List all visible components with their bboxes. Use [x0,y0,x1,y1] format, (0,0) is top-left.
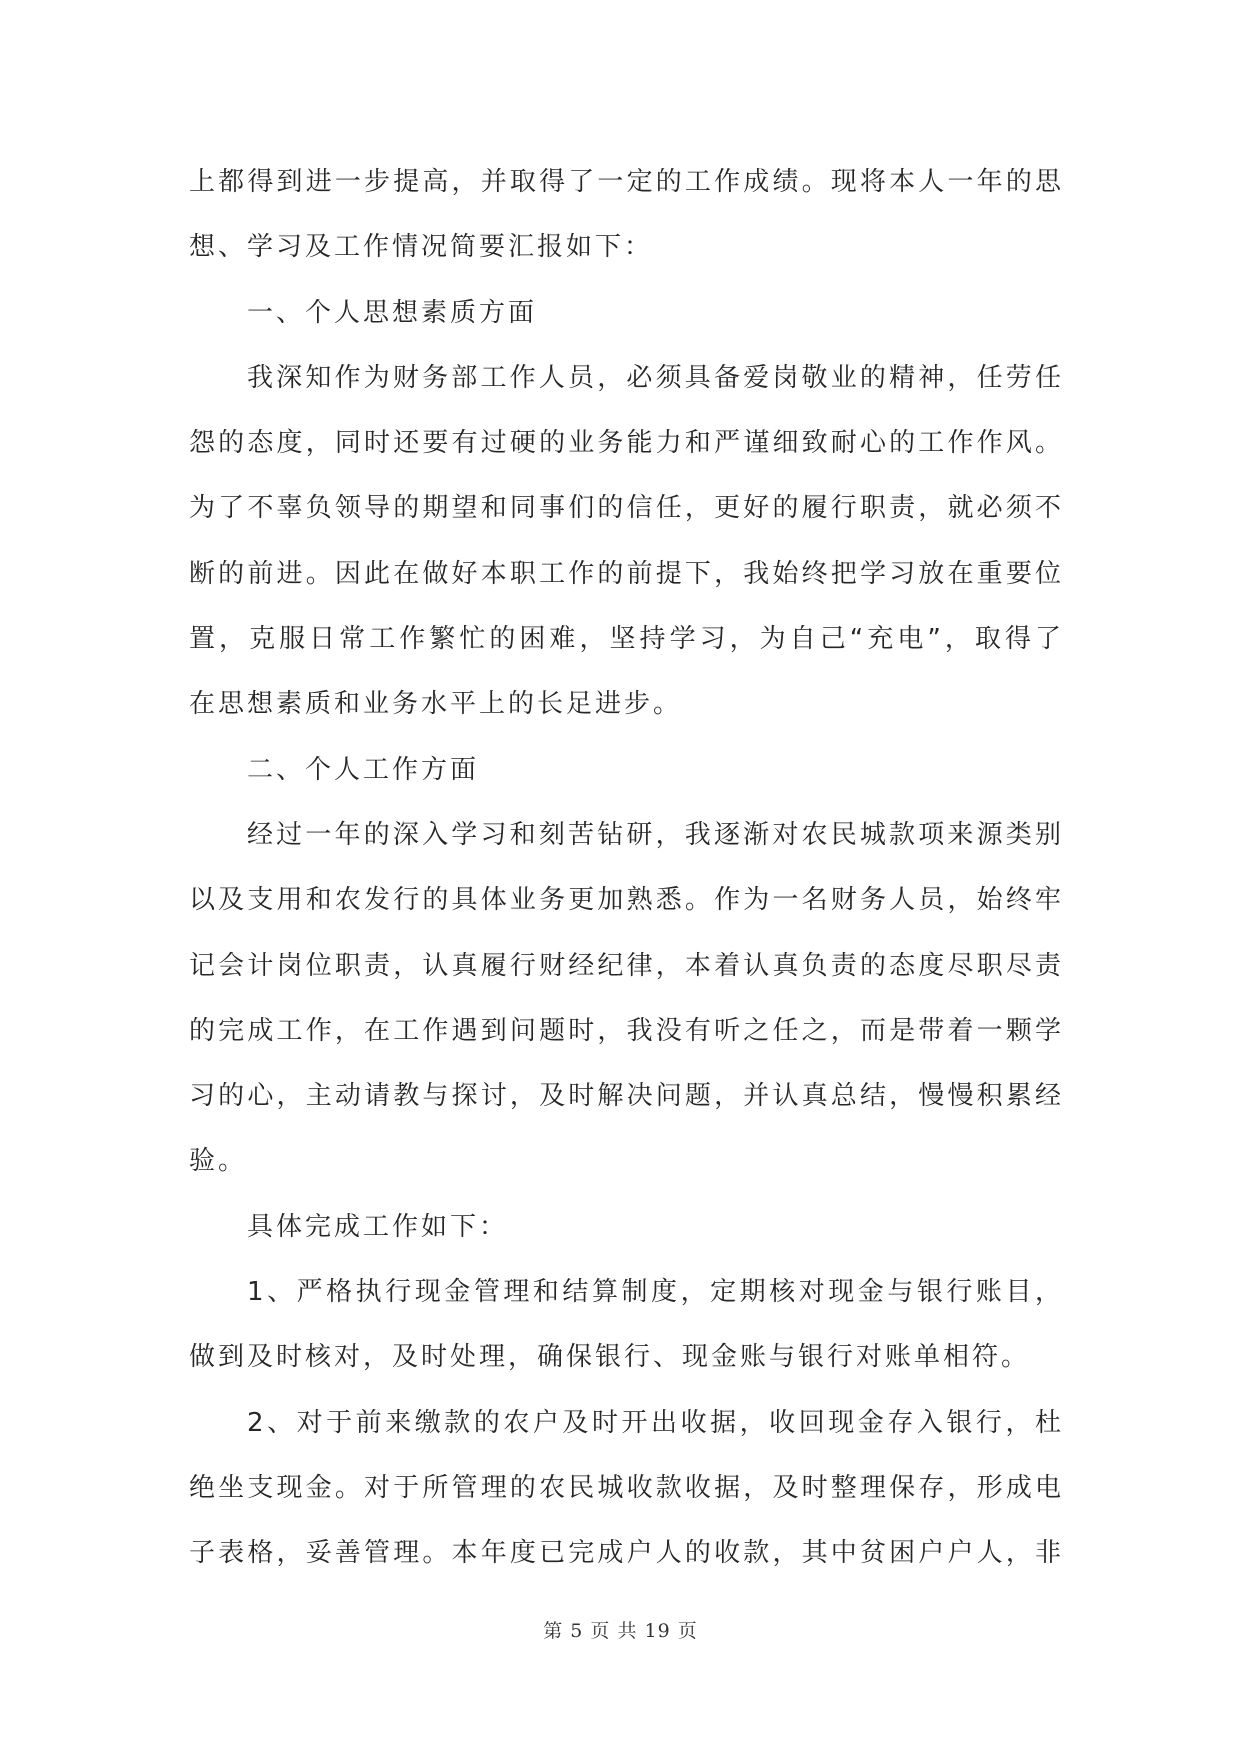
text-line: 我深知作为财务部工作人员，必须具备爱岗敬业的精神，任劳任 [247,362,1061,393]
text-line: 经过一年的深入学习和刻苦钻研，我逐渐对农民城款项来源类别 [247,819,1061,850]
heading-text: 二、个人工作方面 [247,754,480,785]
list-item-2 [189,1391,1061,1587]
paragraph-continuation [189,150,1061,281]
text-line: 记会计岗位职责，认真履行财经纪律，本着认真负责的态度尽职尽责 [189,950,1061,981]
text-line: 绝坐支现金。对于所管理的农民城收款收据，及时整理保存，形成电 [189,1472,1061,1503]
text-line: 子表格，妥善管理。本年度已完成户人的收款，其中贫困户户人，非 [189,1538,1061,1569]
text-line: 具体完成工作如下： [247,1211,509,1242]
text-line: 的完成工作，在工作遇到问题时，我没有听之任之，而是带着一颗学 [189,1015,1061,1046]
text-line: 以及支用和农发行的具体业务更加熟悉。作为一名财务人员，始终牢 [189,885,1061,916]
text-line: 验。 [189,1146,248,1177]
list-item-1 [189,1260,1061,1391]
text-line: 习的心，主动请教与探讨，及时解决问题，并认真总结，慢慢积累经 [189,1081,1061,1112]
paragraph [189,346,1061,738]
text-line: 做到及时核对，及时处理，确保银行、现金账与银行对账单相符。 [189,1342,1031,1373]
text-line: 1、严格执行现金管理和结算制度，定期核对现金与银行账目， [247,1277,1061,1308]
heading-text: 一、个人思想素质方面 [247,297,538,328]
page-footer [0,1616,1241,1646]
text-line: 想、学习及工作情况简要汇报如下： [189,232,654,263]
text-line: 2、对于前来缴款的农户及时开出收据，收回现金存入银行，杜 [247,1407,1061,1438]
paragraph [189,803,1061,1195]
section-heading-2 [189,738,1061,803]
text-line: 断的前进。因此在做好本职工作的前提下，我始终把学习放在重要位 [189,558,1061,589]
text-line: 在思想素质和业务水平上的长足进步。 [189,689,683,720]
text-line: 上都得到进一步提高，并取得了一定的工作成绩。现将本人一年的思 [189,167,1061,197]
text-line: 为了不辜负领导的期望和同事们的信任，更好的履行职责，就必须不 [189,493,1061,524]
paragraph [189,1195,1061,1260]
document-body [189,150,1061,1587]
text-line: 怨的态度，同时还要有过硬的业务能力和严谨细致耐心的工作作风。 [189,428,1061,459]
page-number-label: 第 5 页 共 19 页 [543,1620,698,1642]
text-line: 置，克服日常工作繁忙的困难，坚持学习，为自己“充电”，取得了 [189,624,1061,655]
section-heading-1 [189,281,1061,346]
